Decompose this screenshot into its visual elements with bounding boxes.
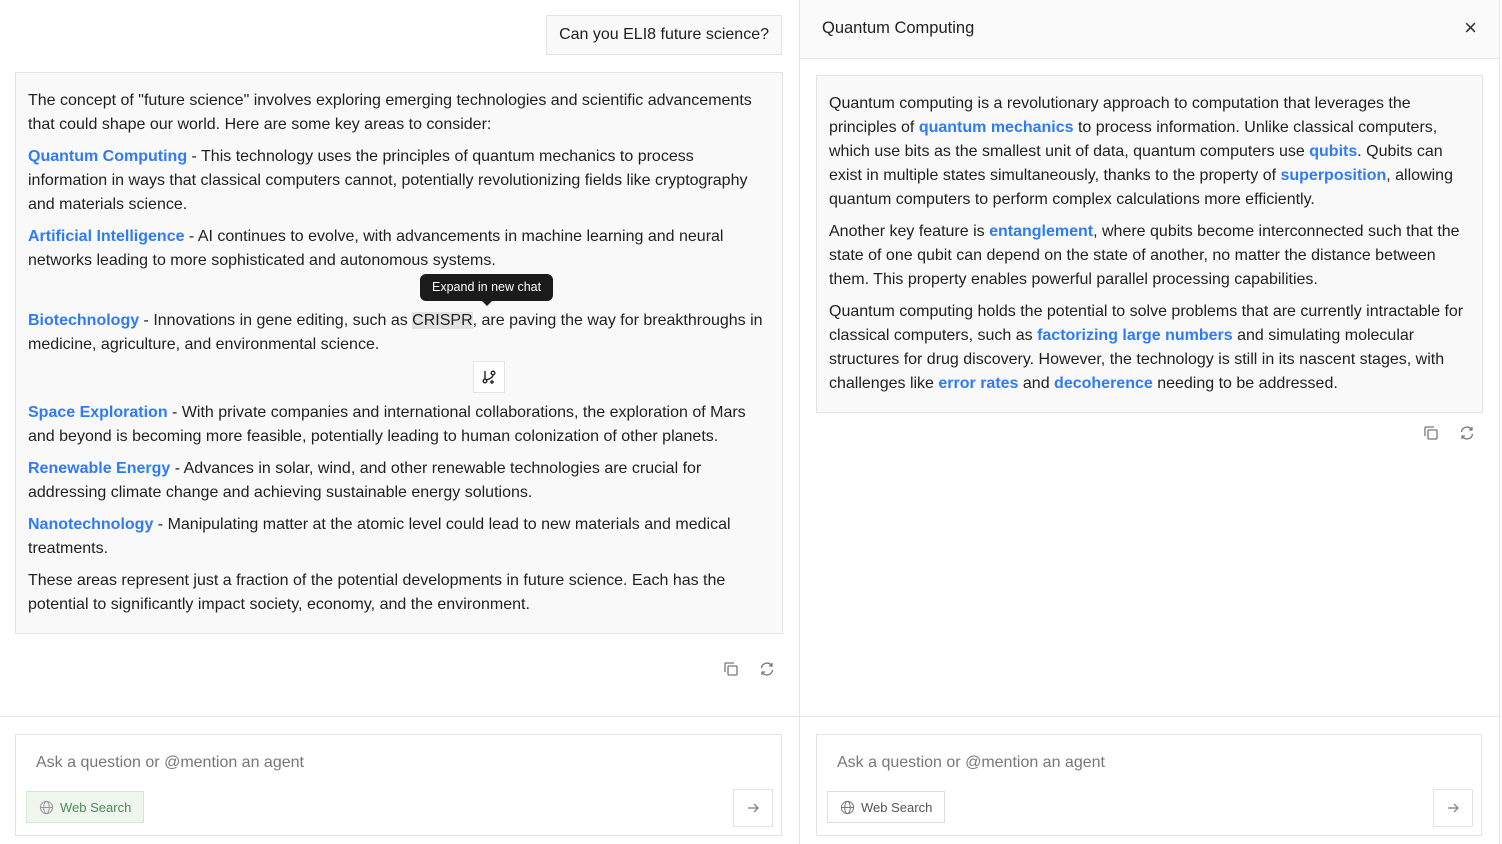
term-link[interactable]: qubits bbox=[1309, 143, 1358, 160]
copy-icon bbox=[723, 661, 739, 677]
composer-area bbox=[0, 716, 799, 844]
arrow-right-icon bbox=[1446, 801, 1460, 815]
term-link[interactable]: quantum mechanics bbox=[918, 119, 1074, 136]
panel-title: Quantum Computing bbox=[822, 19, 975, 37]
side-panel bbox=[800, 0, 1500, 844]
selected-text[interactable]: CRISPR bbox=[412, 312, 473, 329]
term-link[interactable]: decoherence bbox=[1054, 375, 1153, 392]
message-input[interactable] bbox=[15, 734, 782, 836]
tooltip: Expand in new chat bbox=[420, 274, 553, 301]
globe-icon bbox=[39, 800, 54, 815]
web-search-toggle[interactable]: Web Search bbox=[827, 791, 945, 823]
composer-area bbox=[800, 716, 1499, 844]
send-button[interactable] bbox=[733, 789, 773, 827]
term-link[interactable]: error rates bbox=[938, 375, 1019, 392]
expand-in-new-chat-button[interactable] bbox=[473, 361, 505, 393]
list-item: Space Exploration - With private companies and international collaborations, the exploration of Mars and beyond is becoming more feasible, potentially leading to human colonization of other planets. bbox=[28, 404, 746, 445]
intro-text: The concept of "future science" involves exploring emerging technologies and scientific advancements that could shape our world. Here are some key areas to consider: bbox=[28, 92, 752, 133]
topic-link[interactable]: Biotechnology bbox=[28, 312, 140, 329]
copy-icon bbox=[1423, 425, 1439, 441]
term-link[interactable]: entanglement bbox=[989, 223, 1094, 240]
branch-plus-icon bbox=[481, 369, 497, 385]
copy-button[interactable] bbox=[722, 660, 740, 678]
list-item: Artificial Intelligence - AI continues to evolve, with advancements in machine learning and neural networks leading to more sophisticated and autonomous systems. bbox=[28, 228, 724, 269]
outro-text: These areas represent just a fraction of the potential developments in future science. Each has the potential to significantly impact society, economy, and the environment. bbox=[28, 572, 726, 613]
refresh-icon bbox=[759, 661, 775, 677]
regenerate-button[interactable] bbox=[1458, 424, 1476, 442]
term-link[interactable]: factorizing large numbers bbox=[1037, 327, 1233, 344]
assistant-message bbox=[816, 75, 1483, 413]
copy-button[interactable] bbox=[1422, 424, 1440, 442]
assistant-message bbox=[15, 72, 783, 634]
term-link[interactable]: superposition bbox=[1280, 167, 1387, 184]
paragraph: Another key feature is entanglement, where qubits become interconnected such that the state of one qubit can depend on the state of another, no matter the distance between them. This property enables powerful parallel processing capabilities. bbox=[829, 223, 1460, 288]
globe-icon bbox=[840, 800, 855, 815]
message-input[interactable] bbox=[816, 734, 1482, 836]
user-message: Can you ELI8 future science? bbox=[546, 15, 782, 55]
topic-link[interactable]: Quantum Computing bbox=[28, 148, 188, 165]
topic-link[interactable]: Artificial Intelligence bbox=[28, 228, 185, 245]
input-placeholder: Ask a question or @mention an agent bbox=[36, 754, 304, 771]
list-item: Biotechnology - Innovations in gene editing, such as CRISPR, are paving the way for breakthroughs in medicine, agriculture, and environmental science. Expand in new chat bbox=[28, 309, 770, 357]
list-item: Renewable Energy - Advances in solar, wind, and other renewable technologies are crucial for addressing climate change and achieving sustainable energy solutions. bbox=[28, 460, 702, 501]
close-button[interactable] bbox=[1464, 15, 1477, 40]
web-search-toggle[interactable]: Web Search bbox=[26, 791, 144, 823]
close-icon: × bbox=[1464, 15, 1477, 40]
list-item: Quantum Computing - This technology uses the principles of quantum mechanics to process information in ways that classical computers cannot, potentially revolutionizing fields like cryptography and materials science. bbox=[28, 148, 748, 213]
topic-link[interactable]: Nanotechnology bbox=[28, 516, 154, 533]
topic-link[interactable]: Space Exploration bbox=[28, 404, 168, 421]
paragraph: Quantum computing is a revolutionary approach to computation that leverages the principles of quantum mechanics to process information. Unlike classical computers, which use bits as the smallest unit of data, quantum computers use qubits. Qubits can exist in multiple states simultaneously, thanks to the property of superposition, allowing quantum computers to perform complex calculations more efficiently. bbox=[829, 95, 1453, 208]
list-item: Nanotechnology - Manipulating matter at the atomic level could lead to new materials and medical treatments. bbox=[28, 516, 731, 557]
paragraph: Quantum computing holds the potential to solve problems that are currently intractable for classical computers, such as factorizing large numbers and simulating molecular structures for drug discovery. However, the technology is still in its nascent stages, with challenges like error rates and decoherence needing to be addressed. bbox=[829, 303, 1464, 392]
regenerate-button[interactable] bbox=[758, 660, 776, 678]
refresh-icon bbox=[1459, 425, 1475, 441]
send-button[interactable] bbox=[1433, 789, 1473, 827]
arrow-right-icon bbox=[746, 801, 760, 815]
input-placeholder: Ask a question or @mention an agent bbox=[837, 754, 1105, 771]
topic-link[interactable]: Renewable Energy bbox=[28, 460, 171, 477]
panel-header bbox=[800, 0, 1499, 59]
